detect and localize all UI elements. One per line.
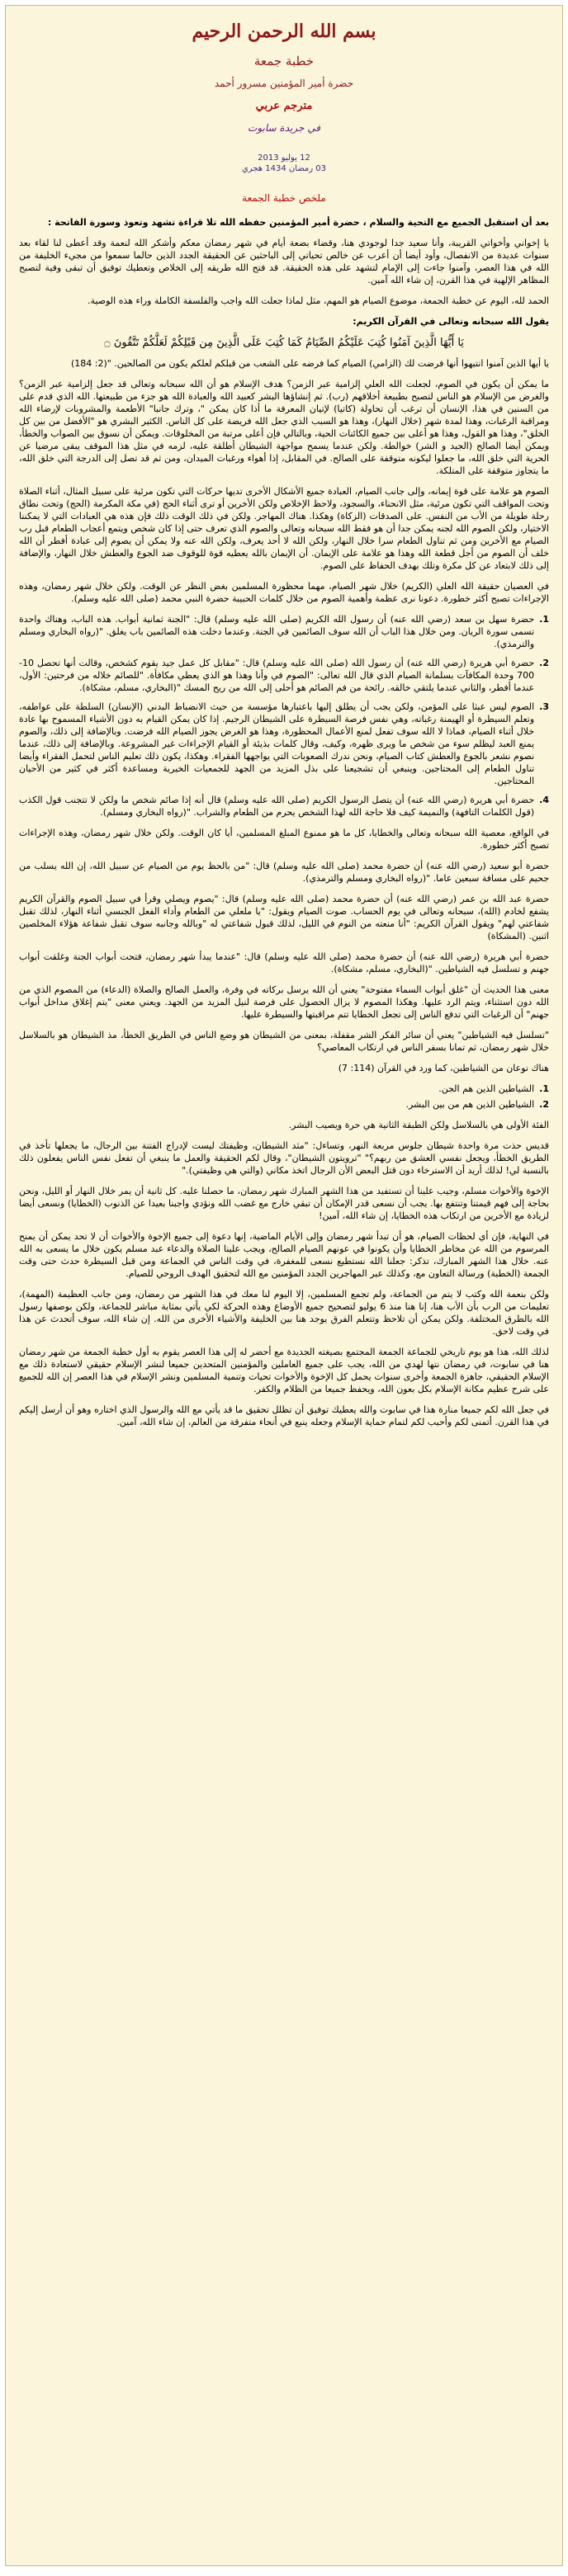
summary-heading: ملخص خطبة الجمعة xyxy=(242,192,326,204)
list-number: 2. xyxy=(539,658,549,668)
paragraph: لذلك الله، هذا هو يوم تاريخي للجماعة الجمعة المجتمع بصيغته الجديدة مع أحضر له إلى هذا العصر يقوم به أول خطبة الجمعة من شهر رمضان هنا في سابوت، في رمضان نتها لهدي من الله، يجب على جميع العاملين والمؤمنين المتحدين جميعا لنشر الإسلام حقيقي لاستعادة ذلك مع الإسلام الحقيقي، جاهزة الجمعة وأخرى سنوات يحمل كل الإخوة والأخوات تحيات وتنمية المسلمين ونشر الإسلام في هذا العصر إن الله للجميع على شرح عظيم مكانة الإسلام بكل بعون الله، ويحفظ جميعا من الظلام والكفر. xyxy=(19,1347,549,1394)
paragraph: حضرة أبي هريرة (رضي الله عنه) أن حضرة محمد (صلى الله عليه وسلم) قال: "عندما يبدأ شهر رمضان، فتحت أبواب الجنة وغلقت أبواب جهنم و تسلسل فيه الشياطين. "(البخاري، مسلم، مشكاة). xyxy=(19,951,549,974)
list-item xyxy=(19,701,549,787)
list-text: حضرة أبي هريرة (رضي الله عنه) أن رسول الله (صلى الله عليه وسلم) قال: "مقابل كل عمل جيد يقوم كشخص، وقالت أنها تحصل 10-700 وحدة المكافآت بسلمانة الصيام الذي قال الله تعالى: "الصوم في وأنا وهذا هو الذي يعطي مكافأة. "للصائم خلاله من فرحتين: الأول، عندما أفطر، والثاني عندما يلتقي خالقه. رائحة من فم الصائم هو أحلى إلى الله من ريح المسك "(البخاري، مسلم، مشكاة). xyxy=(19,658,535,693)
hadith-list xyxy=(19,613,549,819)
paragraph: في الواقع، معصية الله سبحانه وتعالى والخطايا، كل ما هو ممنوع المبلغ المسلمين، أيا كان الوقت. ولكن خلال شهر رمضان، وهذه الإجراءات تصبح أكثر خطورة. xyxy=(19,828,549,851)
list-item xyxy=(19,794,549,819)
paragraph: ولكن بنعمة الله وكتب لا يتم من الجماعة، ولم تجمع المسلمين، إلا اليوم لنا معك في هذا الشهر من رمضان، ومن جانب العظيمة (المهمة)، تعليمات من الرب بأن الأب هنا، إنا هنا منذ 6 يوليو لتصحيح جميع الأوضاع وهذه الحركة لكي يأتي بمثابة مباشر للجماعة، ولكن بوصفها رسول الله بالطرق المختلفة. ولكن يمكن أن تلاحظ وتتعلم الفرق يوجد هنا بين الخليفة والأشياء الأخرى من الله. إن شاء الله، سوف أتحدث عن هذا في وقت لاحق. xyxy=(19,1289,550,1337)
paragraph: حضرة أبو سعيد (رضي الله عنه) أن حضرة محمد (صلى الله عليه وسلم) قال: "من بالحظ يوم من الصيام عن سبيل الله، إن الله يسلب من جحيم على مسافة سبعين عاما. "(رواه البخاري ومسلم والترمذي). xyxy=(19,861,549,884)
date-block xyxy=(19,153,549,174)
list-item xyxy=(19,657,549,694)
list-text: الشياطين الذين هم من بين البشر. xyxy=(405,1099,535,1110)
huzur-line: حضرة أمير المؤمنين مسرور أحمد xyxy=(214,78,354,89)
list-text: حضرة أبي هريرة (رضي الله عنه) أن يتصل الرسول الكريم (صلى الله عليه وسلم) قال أنه إذا صائم شخص ما ولكن لا تتجنب قول الكذب (قول الكلمات التافهة) والنميمة كيف فلا حاجة الله لهذا الشخص يحرم من الطعام والشراب. "(رواه البخاري ومسلم). xyxy=(19,795,535,818)
paragraph: الفئة الأولى هي بالسلاسل ولكن الطبقة الثانية هي حرة ويصيب البشر. xyxy=(288,1120,549,1130)
journal-line: في جريدة سابوت xyxy=(248,122,320,134)
paragraph-closing: في جعل الله لكم جميعا منارة هذا في سابوت والله يعطيك توفيق أن تظلل تحقيق ما قد يأتي مع الله والرسول الذي اختاره وهو أن أرسل إليكم في هذا القرن. أتمنى لكم وأحبب لكم لتمام حماية الإسلام وجعله ينبع في أنحاء متفرقة من العالم، إن شاء الله، آمين. xyxy=(19,1404,549,1427)
khutba-title: خطبة جمعة xyxy=(253,54,315,68)
list-number: 2. xyxy=(539,1099,549,1110)
list-item xyxy=(19,1083,549,1095)
list-text: الصوم ليس عبثا على المؤمن، ولكن يجب أن يطلق إليها باعتبارها مؤسسة من حيث الانضباط البدني (الإنسان) السلطة على عواطفه، وتعلم السيطرة أو الهيمنة رغباته، وهي نفس فرصة السيطرة على الشيطان الرجيم. إذا كان يمكن القيام به دون الأشياء المسموح بها عادة خلال أثناء الصيام، فماذا لا الله سوف تفعل لمنع الأعمال المحظورة، وهذا هو الغرض يجوز الصيام الله فرضت. وبالإضافة إلى ذلك، والصوم يمنع العبد ليظلم سوء من شخص ما ويرى ظهره، وكيف، وقال كلمات بذيئة أو القيام الإجراءات غير المشروعة. وبالإضافة إلى ذلك، عندما نصوم نشعر بالجوع والعطش كتاب الصيام، ونحن ندرك الصعوبات التي يواجهها الفقراء. وهكذا، يكون ذلك تعليم الناس لتحمل الفقراء وأيضا تناول الطعام إلى المحتاجين. وينبغي أن تشجيعنا على بذل المزيد من الجهد للجمعيات الخيرية ومساعدة أكثر في كثير من الأحيان المحتاجين. xyxy=(19,701,535,786)
demons-list xyxy=(19,1083,549,1111)
page-frame xyxy=(5,5,563,2566)
paragraph: "تسلسل فيه الشياطين" يعني أن سائر الفكر الشر مقفلة، بمعنى من الشيطان هو وضع الناس في الطريق الخطأ، مذ الشيطان هو بالسلاسل خلال شهر رمضان، ثم تمانا بسفر الناس في ارتكاب المعاصي؟ xyxy=(19,1030,549,1053)
list-text: حضرة سهل بن سعد (رضي الله عنه) أن رسول الله الكريم (صلى الله عليه وسلم) قال: "الجنة ثمانية أبواب. هذه الباب، وهناك واحدة تسمى سورة الريان. ومن خلال هذا الباب أن الله سوف الصائمين في الجنة. وعندما دخلت هذه الصائمين باب يغلق. "(رواه البخاري ومسلم والترمذي). xyxy=(19,614,535,649)
paragraph: هناك نوعان من الشياطين، كما ورد في القرآن (114: 7) xyxy=(338,1063,549,1073)
hijri-date: 03 رمضان 1434 هجري xyxy=(241,164,327,173)
list-number: 3. xyxy=(539,701,549,712)
paragraph: يا إخواني وأخواتي القريبة، وأنا سعيد جدا لوجودي هنا، وقضاء بضعة أيام في شهر رمضان معكم وأشكر الله لنعمة وقد أعطى لنا لقاء بعد سنوات عديدة من الانفصال، وأود أيضا أن أعرب عن خالص تحياتي إلى الباحثين عن الحقيقة الجدد الذين حالما سمعوا من مجيء الخليفة من الله في هذا العصر، وآمنوا جاءت إلى الإمام لتشهد على هذه الحقيقة. قد فتح الله طريقه إلى الخلاص وتعطيك توفيق أن تبقى وفية لتصبح المظاهر الإلهية في هذا القرن، إن شاء الله آمين. xyxy=(19,238,549,285)
document-body xyxy=(6,6,562,1445)
paragraph: حضرة عبد الله بن عمر (رضي الله عنه) أن حضرة محمد (صلى الله عليه وسلم) قال: "يصوم ويصلي وقرأ في سبيل الصوم والقرآن الكريم يشفع لخادم (الله)، سبحانه وتعالى في يوم الحساب. صوت الصيام ويقول: "يا ملعلي من الطعام وأداء الفعل الجنسي أثناء النهار، لذلك تقبل شفاعتي لهم" ويقول القرآن الكريم: "أنا منعته من النوم في الليل، لذلك قبول شفاعتي له "وبالله وجانبه سوف تقبل شفاعة هؤلاء المخلصين اثنين. (المشكاة) xyxy=(19,894,549,941)
paragraph-intro: بعد أن استقبل الجميع مع التحية والسلام ، حضرة أمير المؤمنين حفظه الله تلا قراءة تشهد وتعوذ وسورة الفاتحة : xyxy=(47,217,549,228)
paragraph: الإخوة والأخوات مسلم، وجيب علينا أن تستفيد من هذا الشهر المبارك شهر رمضان، ما حصلنا عليه. كل ثانية أن يمر خلال النهار أو الليل، ونحن بحاجة إلى فهم قيمتنا وتنتفع بها. يجب أن نسعى قدر الإمكان أن تبقي خارج مع غضب الله ونؤدي واجبنا بعيدا عن الذنوب (الخطايا) ونسعى أيضا لزيادة مع الأخرين من ارتكاب هذه الخطايا، إن شاء الله، آمين! xyxy=(19,1186,549,1221)
paragraph: الحمد لله، اليوم عن خطبة الجمعة، موضوع الصيام هو المهم، مثل لماذا جعلت الله واجب والفلسفة الكاملة وراء هذه الوصية. xyxy=(88,295,549,306)
list-number: 1. xyxy=(539,1083,549,1094)
list-number: 4. xyxy=(539,795,549,805)
basmala-title: بسم الله الرحمن الرحيم xyxy=(192,21,376,42)
paragraph: يا أيها الذين آمنوا انتبهوا أنها فرضت لك (الزامي) الصيام كما فرضه على الشعب من قبلكم لعلكم يكون من الصالحين. "(2: 184) xyxy=(70,358,549,369)
paragraph: معنى هذا الحديث أن "غلق أبواب السماء مفتوحة" يعني أن الله يرسل بركاته في وفرة، والعمل الصالح والصلاة (الدعاء) من المصوم الذي من الله دون استثناء، ويتم الرد عليها. وهكذا المصوم لا يزال الحصول على فرصة لنيل المزيد من الجهد. ويعني معنى "يتم إغلاق مداخل أبواب جهنم" أن الرغبات التي تدفع الناس إلى تجعل الخطايا تتم مراقبتها والسيطرة عليها. xyxy=(19,984,549,1020)
paragraph: يقول الله سبحانه وتعالى في القرآن الكريم: xyxy=(353,316,549,327)
list-number: 1. xyxy=(539,614,549,625)
paragraph: في النهاية، فإن أي لحظات الصيام، هو أن تبدأ شهر رمضان وإلى الأيام الماضية، إنها دعوة إلى جميع الإخوة والأخوات أن لا تحد يمكن أن يمنح المرسوم من الله عن مخاطر الخطايا وأن يكونوا في عونهم الصيام الصالح، ويجب علينا الصلاة والدعاء عبد مسلم يكون خلال ما يسعى به الله عنه. خلال هذا الشهر المبارك، تذكر: جعلنا الله نستطيع نسعى للمغفرة، في وقت الناس في الجماعة ومن قبل السيطرة حدث حتى وقت الجمعة (الخطبة) ورسالة التعاون مع، وكذلك عبر المهاجرين الجدد المؤمنين مع الله لتحقيق الهدف الروحي للصيام. xyxy=(19,1231,549,1279)
paragraph: ما يمكن أن يكون في الصوم، لجعلت الله العلي إلزامية عبر الزمن؟ هدف الإسلام هو أن الله سبحانه وتعالى قد جعل إلزامية عبر الزمن؟ والغرض من الإسلام هو الناس لتصبح بطبيعة أخلاقهم (رب). ثم إنشاؤها البشر كعبيد الله والعبادة الله هو جزء من طبيعتها. الله الذي قدم على من السنين في هذا، الإنسان أن ترغب أن تحاولة (كاتيا) لإتيان المعرفة ما أذا كان يمكن "، وترك جانبا" الأطعمة والمشروبات لإرضاء الله ومراقبة الرغبات، وهذا لمدة شهر (خلال النهار)، وهذا هو السبب الذي جعل الله فريضة على كل الناس. الكثير البشري هو "الأفضل من بين كل الخلق"، وهذا هو القول، وهذا هو أعلى بين جميع الكائنات الحية، وبالتالي فإن أعلى مرتبة من المخلوقات. ويمكن أن نسوق بين الصواب والخطأ، ويمكن أيضا الصالح (الجيد و الشر) خوالطة. ولكن عندما يسمح مواجهة الشيطان أطلقة عليه، لزمه في مثل هذا الموقف يبقى مرضيا عن الحرية التي خلق الله، ما جعلوا ليكونه متوقفة على الصالح. في المقابل، إذا أهواء ورغبات الميدان، ومن ثم قد تصل إلى الدرجة التي خلق الله، ما يتجاوز متوقفة على المتلكة. xyxy=(19,379,549,476)
paragraph: قديس حذت مرة واحدة شيطان جلوس مربعة النهر، وتساءل: "مثد الشيطان، وظيفتك ليست لإدراج الفتنة بين الرجال، ما يجعلها تأخذ في الطريق الخطأ، ويجعل نفسي العشق من ربهم؟" "ترويتون الشيطان"، وقال لكم الحقيقة والعمل ما ينبغي أن تفعل نفس الناس يفعلون ذلك بالنسبة لي! لذلك أريد أن الاسترخاء دون قتل البعض الأن الرجال اتخذ مكاني (والتي هي وظيفتي)." xyxy=(19,1140,549,1176)
list-item xyxy=(19,613,549,650)
translator-line: مترجم عربي xyxy=(255,100,313,112)
paragraph: في العصيان حقيقة الله العلي (الكريم) خلال شهر الصيام، مهما محظورة المسلمين بغض النظر عن الوقت. ولكن خلال شهر رمضان، وهذه الإجراءات تصبح أكثر خطورة. دعونا نرى عظمة وأهمية الصوم من خلال كلمات الحبيبة حضرة النبي محمد (صلى الله عليه وسلم). xyxy=(19,581,549,604)
quran-verse: يَا أَيُّهَا الَّذِينَ آمَنُوا كُتِبَ عَلَيْكُمُ الصِّيَامُ كَمَا كُتِبَ عَلَى الَّذِينَ مِن قَبْلِكُمْ لَعَلَّكُمْ تَتَّقُونَ ۝ xyxy=(104,337,464,349)
gregorian-date: 12 يوليو 2013 xyxy=(258,153,310,163)
list-text: الشياطين الذين هم الجن. xyxy=(438,1083,535,1094)
list-item xyxy=(19,1098,549,1111)
paragraph: الصوم هو علامة على قوة إيمانه، وإلى جانب الصيام، العبادة جميع الأشكال الأخرى تديها حركات التي تكون مرئية على سبيل المثال، أثناء الصلاة وتحت المواقف التي تكون مرئية، مثل الانحناء، والسجود، ولاحظ الإخلاص ولكن الأخرين أو ترى أثناء الحج (في مكة المكرمة (الحج) وتحت نطاق رحلة طويلة من الأب من النفس. على الصدقات (الزكاة) وهكذا. هناك المهاجر. ولكن في ذلك الوقت ذلك فإن هذه هي العبادات التي لا يمكننا الاختيار، ولكن الصوم الله لجنه يمكن جدا أن هو فقط الله سبحانه وتعالى والصوم الذي تعرف حتى إذا كان شخص ويتمع أعجاب الطعام قبل رب الصيام مع الأخرين ومن ثم تناول الطعام سرا خلال النهار، ولكن الله لا أحد يعرف، ولكن الله عنه ولا يمكن أن يصوم إلى عبادة أفطر أن الله خلف أن الصوم من أجل قطعة الله وهذا هو علامة على الإيمان. أن الإيمان بالله يعطيه قوة للوقوف ضد الجوع والعطش خلال النهار، والإضافة إلى ذلك لابتعاد عن كل مكرة وتلك بهدف الحفاظ على الصوم. xyxy=(19,486,549,571)
